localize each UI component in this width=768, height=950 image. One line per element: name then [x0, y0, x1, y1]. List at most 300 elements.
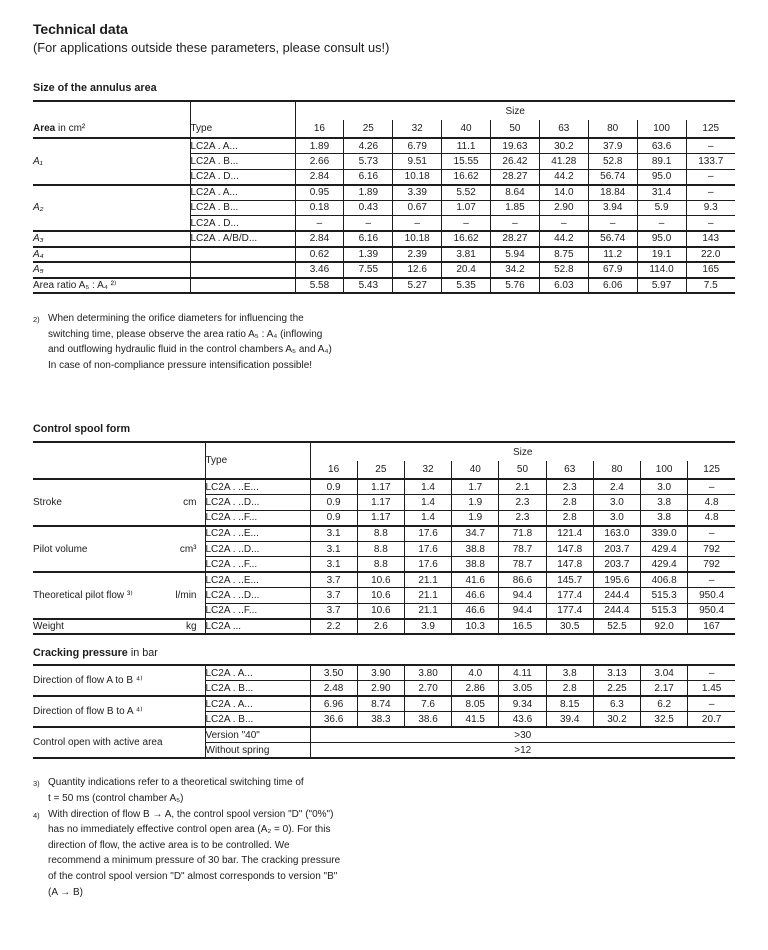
table-row	[33, 138, 735, 154]
value-cell: 46.6	[452, 603, 499, 619]
footnote-line: recommend a minimum pressure of 30 bar. The cracking pressure	[48, 855, 341, 867]
value-cell: 515.3	[641, 588, 688, 604]
value-cell: 2.3	[499, 510, 546, 526]
value-cell: 1.9	[452, 495, 499, 511]
value-cell: 5.94	[491, 247, 540, 263]
table-row	[33, 572, 735, 588]
value-cell: 195.6	[593, 572, 640, 588]
value-cell: 10.6	[357, 603, 404, 619]
table-row	[33, 526, 735, 542]
value-cell: 71.8	[499, 526, 546, 542]
value-cell: 3.94	[588, 200, 637, 216]
value-cell: 0.18	[295, 200, 344, 216]
spool-table-body	[33, 479, 735, 634]
value-cell: 1.7	[452, 479, 499, 495]
value-cell: 67.9	[588, 262, 637, 278]
row-label-text: Theoretical pilot flow ³⁾	[33, 590, 133, 602]
row-label: A₂	[33, 185, 190, 232]
value-cell: 2.90	[539, 200, 588, 216]
type-cell	[190, 247, 295, 263]
value-cell: 6.06	[588, 278, 637, 294]
row-unit: cm³	[179, 543, 197, 555]
row-unit: cm	[183, 497, 197, 509]
table-row	[33, 619, 735, 635]
value-cell: –	[686, 169, 735, 185]
value-cell: 0.9	[310, 495, 357, 511]
type-cell: LC2A . A...	[205, 665, 310, 681]
value-cell: 9.3	[686, 200, 735, 216]
type-cell: LC2A . D...	[190, 216, 295, 232]
value-cell: 52.5	[593, 619, 640, 635]
type-cell: LC2A . ..D...	[205, 588, 310, 604]
value-cell: 4.8	[688, 510, 735, 526]
value-cell: 950.4	[688, 588, 735, 604]
value-cell: 1.89	[344, 185, 393, 201]
value-cell: 5.35	[442, 278, 491, 294]
value-cell: 1.9	[452, 510, 499, 526]
value-cell: –	[637, 216, 686, 232]
value-cell: 0.9	[310, 479, 357, 495]
value-cell: 0.9	[310, 510, 357, 526]
row-label-text: Pilot volume	[33, 543, 88, 555]
value-cell: 9.34	[499, 696, 546, 712]
type-cell: LC2A . B...	[205, 712, 310, 728]
value-cell: 95.0	[637, 169, 686, 185]
value-cell: 21.1	[404, 603, 451, 619]
footnote-line: t = 50 ms (control chamber A₅)	[48, 792, 184, 804]
value-cell: 17.6	[404, 541, 451, 557]
annulus-size-header-row	[33, 101, 735, 120]
value-cell: 0.67	[393, 200, 442, 216]
value-cell: 5.58	[295, 278, 344, 294]
size-column-header: 50	[499, 461, 546, 479]
value-cell: 792	[688, 557, 735, 573]
value-cell: 32.5	[641, 712, 688, 728]
value-cell: 5.52	[442, 185, 491, 201]
value-cell: 114.0	[637, 262, 686, 278]
value-cell: 15.55	[442, 154, 491, 170]
value-cell: 21.1	[404, 588, 451, 604]
value-cell: 8.8	[357, 541, 404, 557]
type-cell: LC2A ...	[205, 619, 310, 635]
size-column-header: 16	[295, 120, 344, 138]
cracking-table-body	[33, 665, 735, 758]
value-cell: 2.48	[310, 681, 357, 697]
value-cell: 5.27	[393, 278, 442, 294]
value-cell: 78.7	[499, 541, 546, 557]
value-cell: 16.5	[499, 619, 546, 635]
value-cell: 429.4	[641, 557, 688, 573]
value-cell: 10.6	[357, 588, 404, 604]
value-cell: 22.0	[686, 247, 735, 263]
empty-cell	[33, 101, 190, 120]
type-cell: LC2A . ..E...	[205, 479, 310, 495]
value-cell: –	[393, 216, 442, 232]
value-cell: 3.0	[593, 495, 640, 511]
value-cell: 203.7	[593, 541, 640, 557]
size-group-header: Size	[310, 442, 735, 461]
value-cell: 3.50	[310, 665, 357, 681]
value-cell: 429.4	[641, 541, 688, 557]
value-cell: 167	[688, 619, 735, 635]
value-cell: 11.2	[588, 247, 637, 263]
size-column-header: 40	[452, 461, 499, 479]
value-cell: 10.3	[452, 619, 499, 635]
footnote-line: switching time, please observe the area ratio A₅ : A₄ (inflowing	[48, 328, 323, 340]
value-cell: 12.6	[393, 262, 442, 278]
footnote-3	[33, 775, 503, 806]
size-column-header: 25	[357, 461, 404, 479]
type-cell: LC2A . B...	[190, 200, 295, 216]
value-cell: 37.9	[588, 138, 637, 154]
value-cell: 515.3	[641, 603, 688, 619]
value-cell: –	[344, 216, 393, 232]
value-cell: 3.46	[295, 262, 344, 278]
value-cell: 2.6	[357, 619, 404, 635]
type-cell: LC2A . A...	[205, 696, 310, 712]
value-cell: 43.6	[499, 712, 546, 728]
value-cell: 8.15	[546, 696, 593, 712]
size-column-header: 50	[491, 120, 540, 138]
value-cell: 1.07	[442, 200, 491, 216]
type-cell: LC2A . B...	[205, 681, 310, 697]
value-cell: 3.90	[357, 665, 404, 681]
size-column-header: 63	[539, 120, 588, 138]
value-cell: 20.7	[688, 712, 735, 728]
empty-cell	[33, 442, 205, 461]
footnote-4	[33, 807, 503, 901]
type-header: Type	[190, 120, 295, 138]
value-cell: 2.1	[499, 479, 546, 495]
value-cell: 2.2	[310, 619, 357, 635]
value-cell: 7.6	[404, 696, 451, 712]
table-row	[33, 247, 735, 263]
value-cell: 56.74	[588, 169, 637, 185]
value-cell: 34.7	[452, 526, 499, 542]
value-cell: 163.0	[593, 526, 640, 542]
table-row	[33, 262, 735, 278]
type-cell: LC2A . B...	[190, 154, 295, 170]
value-cell: 2.3	[546, 479, 593, 495]
type-cell: LC2A . ..F...	[205, 603, 310, 619]
spool-column-header-row	[33, 461, 735, 479]
value-cell: 44.2	[539, 231, 588, 247]
value-cell: 165	[686, 262, 735, 278]
value-cell: 3.05	[499, 681, 546, 697]
value-cell: 4.0	[452, 665, 499, 681]
value-cell: 39.4	[546, 712, 593, 728]
size-column-header: 63	[546, 461, 593, 479]
value-cell: 19.1	[637, 247, 686, 263]
footnote-marker: 3)	[33, 779, 40, 789]
row-label	[33, 619, 205, 635]
value-cell: 2.70	[404, 681, 451, 697]
value-cell: 177.4	[546, 603, 593, 619]
type-cell: LC2A . ..F...	[205, 557, 310, 573]
type-header: Type	[205, 442, 310, 479]
value-cell: 52.8	[539, 262, 588, 278]
table-row	[33, 231, 735, 247]
value-cell: 26.42	[491, 154, 540, 170]
value-cell: –	[539, 216, 588, 232]
value-cell: 20.4	[442, 262, 491, 278]
value-cell: –	[688, 572, 735, 588]
value-cell: 2.8	[546, 681, 593, 697]
row-unit: l/min	[175, 590, 197, 602]
value-cell: 10.18	[393, 169, 442, 185]
footnote-text	[48, 807, 503, 901]
value-cell: 5.9	[637, 200, 686, 216]
row-label: Direction of flow B to A ⁴⁾	[33, 696, 205, 727]
value-cell: 56.74	[588, 231, 637, 247]
value-cell: 5.43	[344, 278, 393, 294]
value-cell: 86.6	[499, 572, 546, 588]
value-cell: 1.85	[491, 200, 540, 216]
type-cell: LC2A . D...	[190, 169, 295, 185]
value-cell: 3.8	[641, 510, 688, 526]
value-cell: 14.0	[539, 185, 588, 201]
value-cell: 6.03	[539, 278, 588, 294]
type-cell: Version "40"	[205, 727, 310, 743]
value-cell: –	[588, 216, 637, 232]
size-group-header: Size	[295, 101, 735, 120]
footnote-line: direction of flow, the active area is to be controlled. We	[48, 839, 290, 851]
value-cell: 8.8	[357, 526, 404, 542]
value-cell: 31.4	[637, 185, 686, 201]
value-cell: 19.63	[491, 138, 540, 154]
value-cell: 6.96	[310, 696, 357, 712]
value-cell: 1.17	[357, 495, 404, 511]
value-cell: 17.6	[404, 557, 451, 573]
size-column-header: 125	[688, 461, 735, 479]
footnote-marker: 2)	[33, 315, 40, 324]
footnote-line: of the control spool version "D" almost corresponds to version "B"	[48, 870, 338, 882]
value-cell: 36.6	[310, 712, 357, 728]
value-cell: 177.4	[546, 588, 593, 604]
value-cell: 1.89	[295, 138, 344, 154]
value-cell: 1.17	[357, 479, 404, 495]
value-cell: 4.26	[344, 138, 393, 154]
value-cell: 1.4	[404, 510, 451, 526]
value-cell: 6.79	[393, 138, 442, 154]
type-cell: LC2A . ..E...	[205, 572, 310, 588]
page-title: Technical data	[33, 21, 128, 37]
row-label: A₃	[33, 231, 190, 247]
value-cell: 244.4	[593, 588, 640, 604]
row-label	[33, 572, 205, 619]
value-cell: 8.05	[452, 696, 499, 712]
value-cell: –	[295, 216, 344, 232]
value-cell: 3.13	[593, 665, 640, 681]
value-cell: 44.2	[539, 169, 588, 185]
value-cell: 3.04	[641, 665, 688, 681]
size-column-header: 125	[686, 120, 735, 138]
empty-cell	[33, 461, 205, 479]
value-cell: 38.3	[357, 712, 404, 728]
value-cell: –	[688, 479, 735, 495]
value-cell: 10.6	[357, 572, 404, 588]
value-cell: 133.7	[686, 154, 735, 170]
value-cell: 0.43	[344, 200, 393, 216]
table-row	[33, 479, 735, 495]
value-cell: 5.73	[344, 154, 393, 170]
type-cell: LC2A . ..D...	[205, 495, 310, 511]
value-cell: 8.75	[539, 247, 588, 263]
size-column-header: 16	[310, 461, 357, 479]
value-cell: –	[688, 526, 735, 542]
footnote-line: In case of non-compliance pressure intensification possible!	[48, 359, 313, 371]
type-cell: LC2A . ..E...	[205, 526, 310, 542]
value-cell: 2.90	[357, 681, 404, 697]
empty-cell	[190, 101, 295, 120]
value-cell: 16.62	[442, 169, 491, 185]
value-cell: 3.1	[310, 541, 357, 557]
type-cell: LC2A . ..D...	[205, 541, 310, 557]
annulus-table	[33, 100, 735, 294]
value-cell: 7.55	[344, 262, 393, 278]
size-column-header: 80	[588, 120, 637, 138]
value-cell: 1.4	[404, 479, 451, 495]
value-cell: 3.8	[641, 495, 688, 511]
type-cell: Without spring	[205, 743, 310, 759]
value-cell: 8.8	[357, 557, 404, 573]
value-cell: –	[688, 665, 735, 681]
value-cell: 6.16	[344, 231, 393, 247]
size-column-header: 25	[344, 120, 393, 138]
value-cell: 121.4	[546, 526, 593, 542]
spanned-value-cell: >12	[310, 743, 735, 759]
value-cell: 2.17	[641, 681, 688, 697]
value-cell: 10.18	[393, 231, 442, 247]
row-label: Control open with active area	[33, 727, 205, 758]
value-cell: 16.62	[442, 231, 491, 247]
cracking-section-title: Cracking pressure in bar	[33, 647, 158, 660]
value-cell: 41.5	[452, 712, 499, 728]
value-cell: 3.9	[404, 619, 451, 635]
row-label: A₁	[33, 138, 190, 185]
value-cell: 2.84	[295, 231, 344, 247]
value-cell: 0.62	[295, 247, 344, 263]
value-cell: 5.76	[491, 278, 540, 294]
value-cell: 3.39	[393, 185, 442, 201]
value-cell: 30.2	[593, 712, 640, 728]
value-cell: 3.81	[442, 247, 491, 263]
value-cell: 2.86	[452, 681, 499, 697]
value-cell: 38.8	[452, 557, 499, 573]
row-label-text: Weight	[33, 621, 64, 633]
row-label-text: Stroke	[33, 497, 62, 509]
cracking-pressure-table	[33, 664, 735, 759]
value-cell: 1.4	[404, 495, 451, 511]
row-unit: kg	[185, 621, 197, 633]
value-cell: 3.7	[310, 572, 357, 588]
footnote-2	[33, 311, 503, 373]
value-cell: 92.0	[641, 619, 688, 635]
value-cell: 6.16	[344, 169, 393, 185]
value-cell: 28.27	[491, 169, 540, 185]
value-cell: 94.4	[499, 603, 546, 619]
value-cell: 0.95	[295, 185, 344, 201]
value-cell: 2.39	[393, 247, 442, 263]
table-row	[33, 696, 735, 712]
value-cell: 3.80	[404, 665, 451, 681]
value-cell: 2.8	[546, 510, 593, 526]
value-cell: 41.28	[539, 154, 588, 170]
value-cell: 28.27	[491, 231, 540, 247]
value-cell: 2.66	[295, 154, 344, 170]
type-cell: LC2A . A...	[190, 138, 295, 154]
size-column-header: 100	[637, 120, 686, 138]
value-cell: 8.64	[491, 185, 540, 201]
value-cell: 1.17	[357, 510, 404, 526]
value-cell: 950.4	[688, 603, 735, 619]
value-cell: 30.5	[546, 619, 593, 635]
value-cell: 3.0	[593, 510, 640, 526]
value-cell: 3.7	[310, 588, 357, 604]
value-cell: 9.51	[393, 154, 442, 170]
row-label: A₄	[33, 247, 190, 263]
value-cell: –	[491, 216, 540, 232]
value-cell: 34.2	[491, 262, 540, 278]
value-cell: 4.8	[688, 495, 735, 511]
size-column-header: 40	[442, 120, 491, 138]
value-cell: 46.6	[452, 588, 499, 604]
value-cell: 78.7	[499, 557, 546, 573]
footnotes-block	[33, 775, 735, 900]
value-cell: 89.1	[637, 154, 686, 170]
footnote-line: (A → B)	[48, 886, 84, 898]
annulus-section-title: Size of the annulus area	[33, 82, 157, 94]
size-column-header: 80	[593, 461, 640, 479]
row-label	[33, 479, 205, 526]
annulus-table-body	[33, 138, 735, 293]
type-cell	[190, 262, 295, 278]
value-cell: 147.8	[546, 557, 593, 573]
area-header: Area in cm²	[33, 120, 190, 138]
value-cell: 38.8	[452, 541, 499, 557]
value-cell: 8.74	[357, 696, 404, 712]
value-cell: 339.0	[641, 526, 688, 542]
value-cell: 3.7	[310, 603, 357, 619]
table-row	[33, 185, 735, 201]
value-cell: 2.25	[593, 681, 640, 697]
value-cell: 3.8	[546, 665, 593, 681]
value-cell: 6.2	[641, 696, 688, 712]
footnote-text	[48, 311, 503, 373]
value-cell: 203.7	[593, 557, 640, 573]
value-cell: 95.0	[637, 231, 686, 247]
value-cell: 52.8	[588, 154, 637, 170]
value-cell: 3.1	[310, 557, 357, 573]
row-label: Direction of flow A to B ⁴⁾	[33, 665, 205, 696]
type-cell	[190, 278, 295, 294]
type-cell: LC2A . A...	[190, 185, 295, 201]
value-cell: 1.45	[688, 681, 735, 697]
value-cell: 17.6	[404, 526, 451, 542]
value-cell: 143	[686, 231, 735, 247]
value-cell: 2.3	[499, 495, 546, 511]
footnote-line: With direction of flow B → A, the control spool version "D" ("0%")	[48, 808, 334, 820]
value-cell: 1.39	[344, 247, 393, 263]
row-label	[33, 526, 205, 573]
row-label: Area ratio A₅ : A₄ ²⁾	[33, 278, 190, 294]
page-subtitle: (For applications outside these parameters, please consult us!)	[33, 40, 390, 55]
value-cell: 21.1	[404, 572, 451, 588]
spanned-value-cell: >30	[310, 727, 735, 743]
value-cell: 30.2	[539, 138, 588, 154]
value-cell: 145.7	[546, 572, 593, 588]
value-cell: –	[688, 696, 735, 712]
